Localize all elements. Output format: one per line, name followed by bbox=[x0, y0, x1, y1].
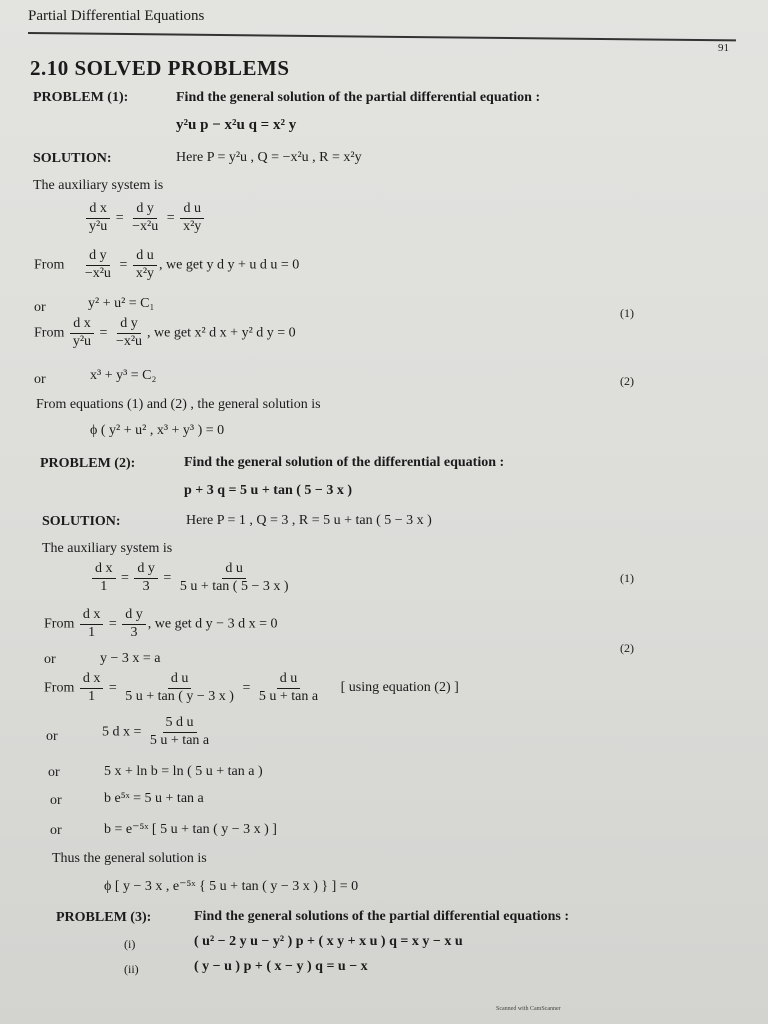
frac-den: 5 u + tan a bbox=[258, 688, 319, 704]
frac-num: d y bbox=[86, 249, 110, 266]
or-word: or bbox=[34, 300, 46, 315]
frac-den: x²y bbox=[135, 265, 155, 281]
problem-2-conclusion: Thus the general solution is bbox=[52, 851, 207, 866]
step-left: 5 d x = bbox=[102, 724, 142, 740]
aux-frac-num: d u bbox=[222, 562, 246, 579]
from-word: From bbox=[34, 325, 65, 341]
problem-1-equation: y²u p − x²u q = x² y bbox=[176, 117, 297, 133]
problem-2-here: Here P = 1 , Q = 3 , R = 5 u + tan ( 5 − 3 x ) bbox=[186, 513, 432, 528]
problem-2-step-2: From $\frac{\text{d x}}{1}$ = $\frac{\text{d u}}{5 u + \tan ( y - 3 x )}$ = $\frac{\text{d u}}{\text{5 u + tan a}}$ [ using equation (2) ] bbox=[44, 671, 459, 704]
frac-den: 1 bbox=[88, 624, 96, 640]
scanner-watermark: Scanned with CamScanner bbox=[496, 1006, 561, 1012]
header-rule bbox=[28, 32, 736, 41]
frac-den: −x²u bbox=[115, 333, 143, 349]
aux-frac-num: d y bbox=[134, 562, 158, 579]
step-tail: , we get y d y + u d u = 0 bbox=[159, 257, 300, 273]
problem-3-label: PROBLEM (3): bbox=[56, 910, 152, 925]
problem-1-aux-intro: The auxiliary system is bbox=[33, 178, 164, 193]
frac-den: −x²u bbox=[84, 265, 111, 281]
aux-frac-num: d u bbox=[180, 202, 204, 219]
problem-1-solution-label: SOLUTION: bbox=[33, 151, 112, 166]
frac-num: d y bbox=[122, 608, 146, 625]
problem-1-here: Here P = y²u , Q = −x²u , R = x²y bbox=[176, 150, 362, 165]
or-word: or bbox=[46, 729, 58, 744]
frac-den: 3 bbox=[130, 624, 138, 640]
or-word: or bbox=[34, 372, 46, 387]
from-word: From bbox=[34, 257, 65, 273]
page-number: 91 bbox=[718, 42, 729, 54]
from-word: From bbox=[44, 616, 75, 632]
or-word: or bbox=[44, 652, 56, 667]
using-equation-note: [ using equation (2) ] bbox=[340, 680, 459, 696]
aux-frac-num: d y bbox=[133, 202, 157, 219]
frac-den: 1 bbox=[88, 688, 96, 704]
or-word: or bbox=[50, 793, 62, 808]
problem-1-aux-system: $\frac{\text{d x}}{\text{y²u}}$ = $\frac{\text{d y}}{\text{−x²u}}$ = $\frac{\text{d u}}{\text{x²y}}$ bbox=[84, 202, 206, 234]
problem-3-item-equation: ( u² − 2 y u − y² ) p + ( x y + x u ) q = x y − x u bbox=[194, 934, 463, 949]
running-header: Partial Differential Equations bbox=[28, 8, 205, 24]
problem-3-statement: Find the general solutions of the partial differential equations : bbox=[194, 909, 570, 924]
aux-frac-num: d x bbox=[86, 202, 110, 219]
frac-num: d x bbox=[80, 672, 104, 689]
section-heading: 2.10 SOLVED PROBLEMS bbox=[30, 56, 290, 80]
problem-1-statement: Find the general solution of the partial differential equation : bbox=[176, 90, 541, 105]
from-word: From bbox=[44, 680, 75, 696]
problem-1-general-solution: ϕ ( y² + u² , x³ + y³ ) = 0 bbox=[90, 423, 225, 438]
problem-2-statement: Find the general solution of the differential equation : bbox=[184, 455, 505, 470]
problem-2-label: PROBLEM (2): bbox=[40, 456, 136, 471]
problem-2-aux-intro: The auxiliary system is bbox=[42, 541, 173, 556]
problem-3-item-equation: ( y − u ) p + ( x − y ) q = u − x bbox=[194, 959, 368, 974]
frac-num: d u bbox=[133, 249, 157, 266]
or-word: or bbox=[48, 765, 60, 780]
step-tail: , we get d y − 3 d x = 0 bbox=[147, 616, 278, 632]
problem-2-step-5: b e⁵ˣ = 5 u + tan a bbox=[104, 791, 204, 806]
equation-number-1: (1) bbox=[620, 306, 634, 320]
problem-3-item-number: (ii) bbox=[124, 962, 139, 976]
aux-frac-den: 1 bbox=[100, 578, 108, 594]
problem-2-equation: p + 3 q = 5 u + tan ( 5 − 3 x ) bbox=[184, 483, 353, 498]
problem-1-result-2: x³ + y³ = C₂ bbox=[90, 368, 157, 383]
problem-2-step-4: 5 x + ln b = ln ( 5 u + tan a ) bbox=[104, 764, 263, 779]
frac-num: d u bbox=[168, 672, 192, 689]
aux-frac-den: y²u bbox=[89, 218, 108, 234]
or-word: or bbox=[50, 823, 62, 838]
frac-den: 5 u + tan a bbox=[149, 732, 210, 748]
frac-den: 5 u + tan ( y − 3 x ) bbox=[125, 688, 234, 704]
problem-2-solution-label: SOLUTION: bbox=[42, 514, 121, 529]
problem-2-aux-system: $\frac{\text{d x}}{1}$ = $\frac{\text{d y}}{3}$ = $\frac{\text{d u}}{5 u + \tan ( 5 - 3 x )}$ bbox=[90, 562, 294, 594]
frac-num: d x bbox=[80, 608, 104, 625]
problem-2-step-1: From $\frac{\text{d x}}{1}$ = $\frac{\text{d y}}{3}$ , we get d y − 3 d x = 0 bbox=[44, 607, 278, 640]
problem-1-result-1: y² + u² = C₁ bbox=[88, 296, 155, 311]
aux-frac-den: −x²u bbox=[132, 218, 159, 234]
problem-1-step-1: From $\frac{\text{d y}}{\text{−x²u}}$ = $\frac{\text{d u}}{\text{x²y}}$ , we get y d y + u d u = 0 bbox=[34, 248, 300, 281]
aux-frac-den: x²y bbox=[183, 218, 202, 234]
frac-num: d x bbox=[70, 317, 94, 334]
frac-den: y²u bbox=[72, 333, 92, 349]
equation-number-1: (1) bbox=[620, 571, 634, 585]
equation-number-2: (2) bbox=[620, 641, 634, 655]
problem-2-step-6: b = e⁻⁵ˣ [ 5 u + tan ( y − 3 x ) ] bbox=[104, 822, 277, 837]
aux-frac-num: d x bbox=[92, 562, 116, 579]
step-tail: , we get x² d x + y² d y = 0 bbox=[147, 325, 296, 341]
problem-2-general-solution: ϕ [ y − 3 x , e⁻⁵ˣ { 5 u + tan ( y − 3 x ) } ] = 0 bbox=[104, 879, 359, 894]
problem-1-label: PROBLEM (1): bbox=[33, 90, 129, 105]
frac-num: d y bbox=[117, 317, 141, 334]
problem-1-conclusion: From equations (1) and (2) , the general solution is bbox=[36, 397, 321, 412]
aux-frac-den: 3 bbox=[142, 578, 150, 594]
problem-1-step-2: From $\frac{\text{d x}}{\text{y²u}}$ = $\frac{\text{d y}}{\text{−x²u}}$ , we get x² d x + y² d y = 0 bbox=[34, 316, 296, 349]
frac-num: d u bbox=[277, 672, 301, 689]
problem-3-item-number: (i) bbox=[124, 937, 136, 951]
problem-2-step-3 bbox=[102, 716, 214, 748]
aux-frac-den: 5 u + tan ( 5 − 3 x ) bbox=[179, 578, 289, 594]
frac-num: 5 d u bbox=[163, 716, 197, 733]
problem-2-result-1: y − 3 x = a bbox=[100, 651, 161, 666]
equation-number-2: (2) bbox=[620, 374, 634, 388]
